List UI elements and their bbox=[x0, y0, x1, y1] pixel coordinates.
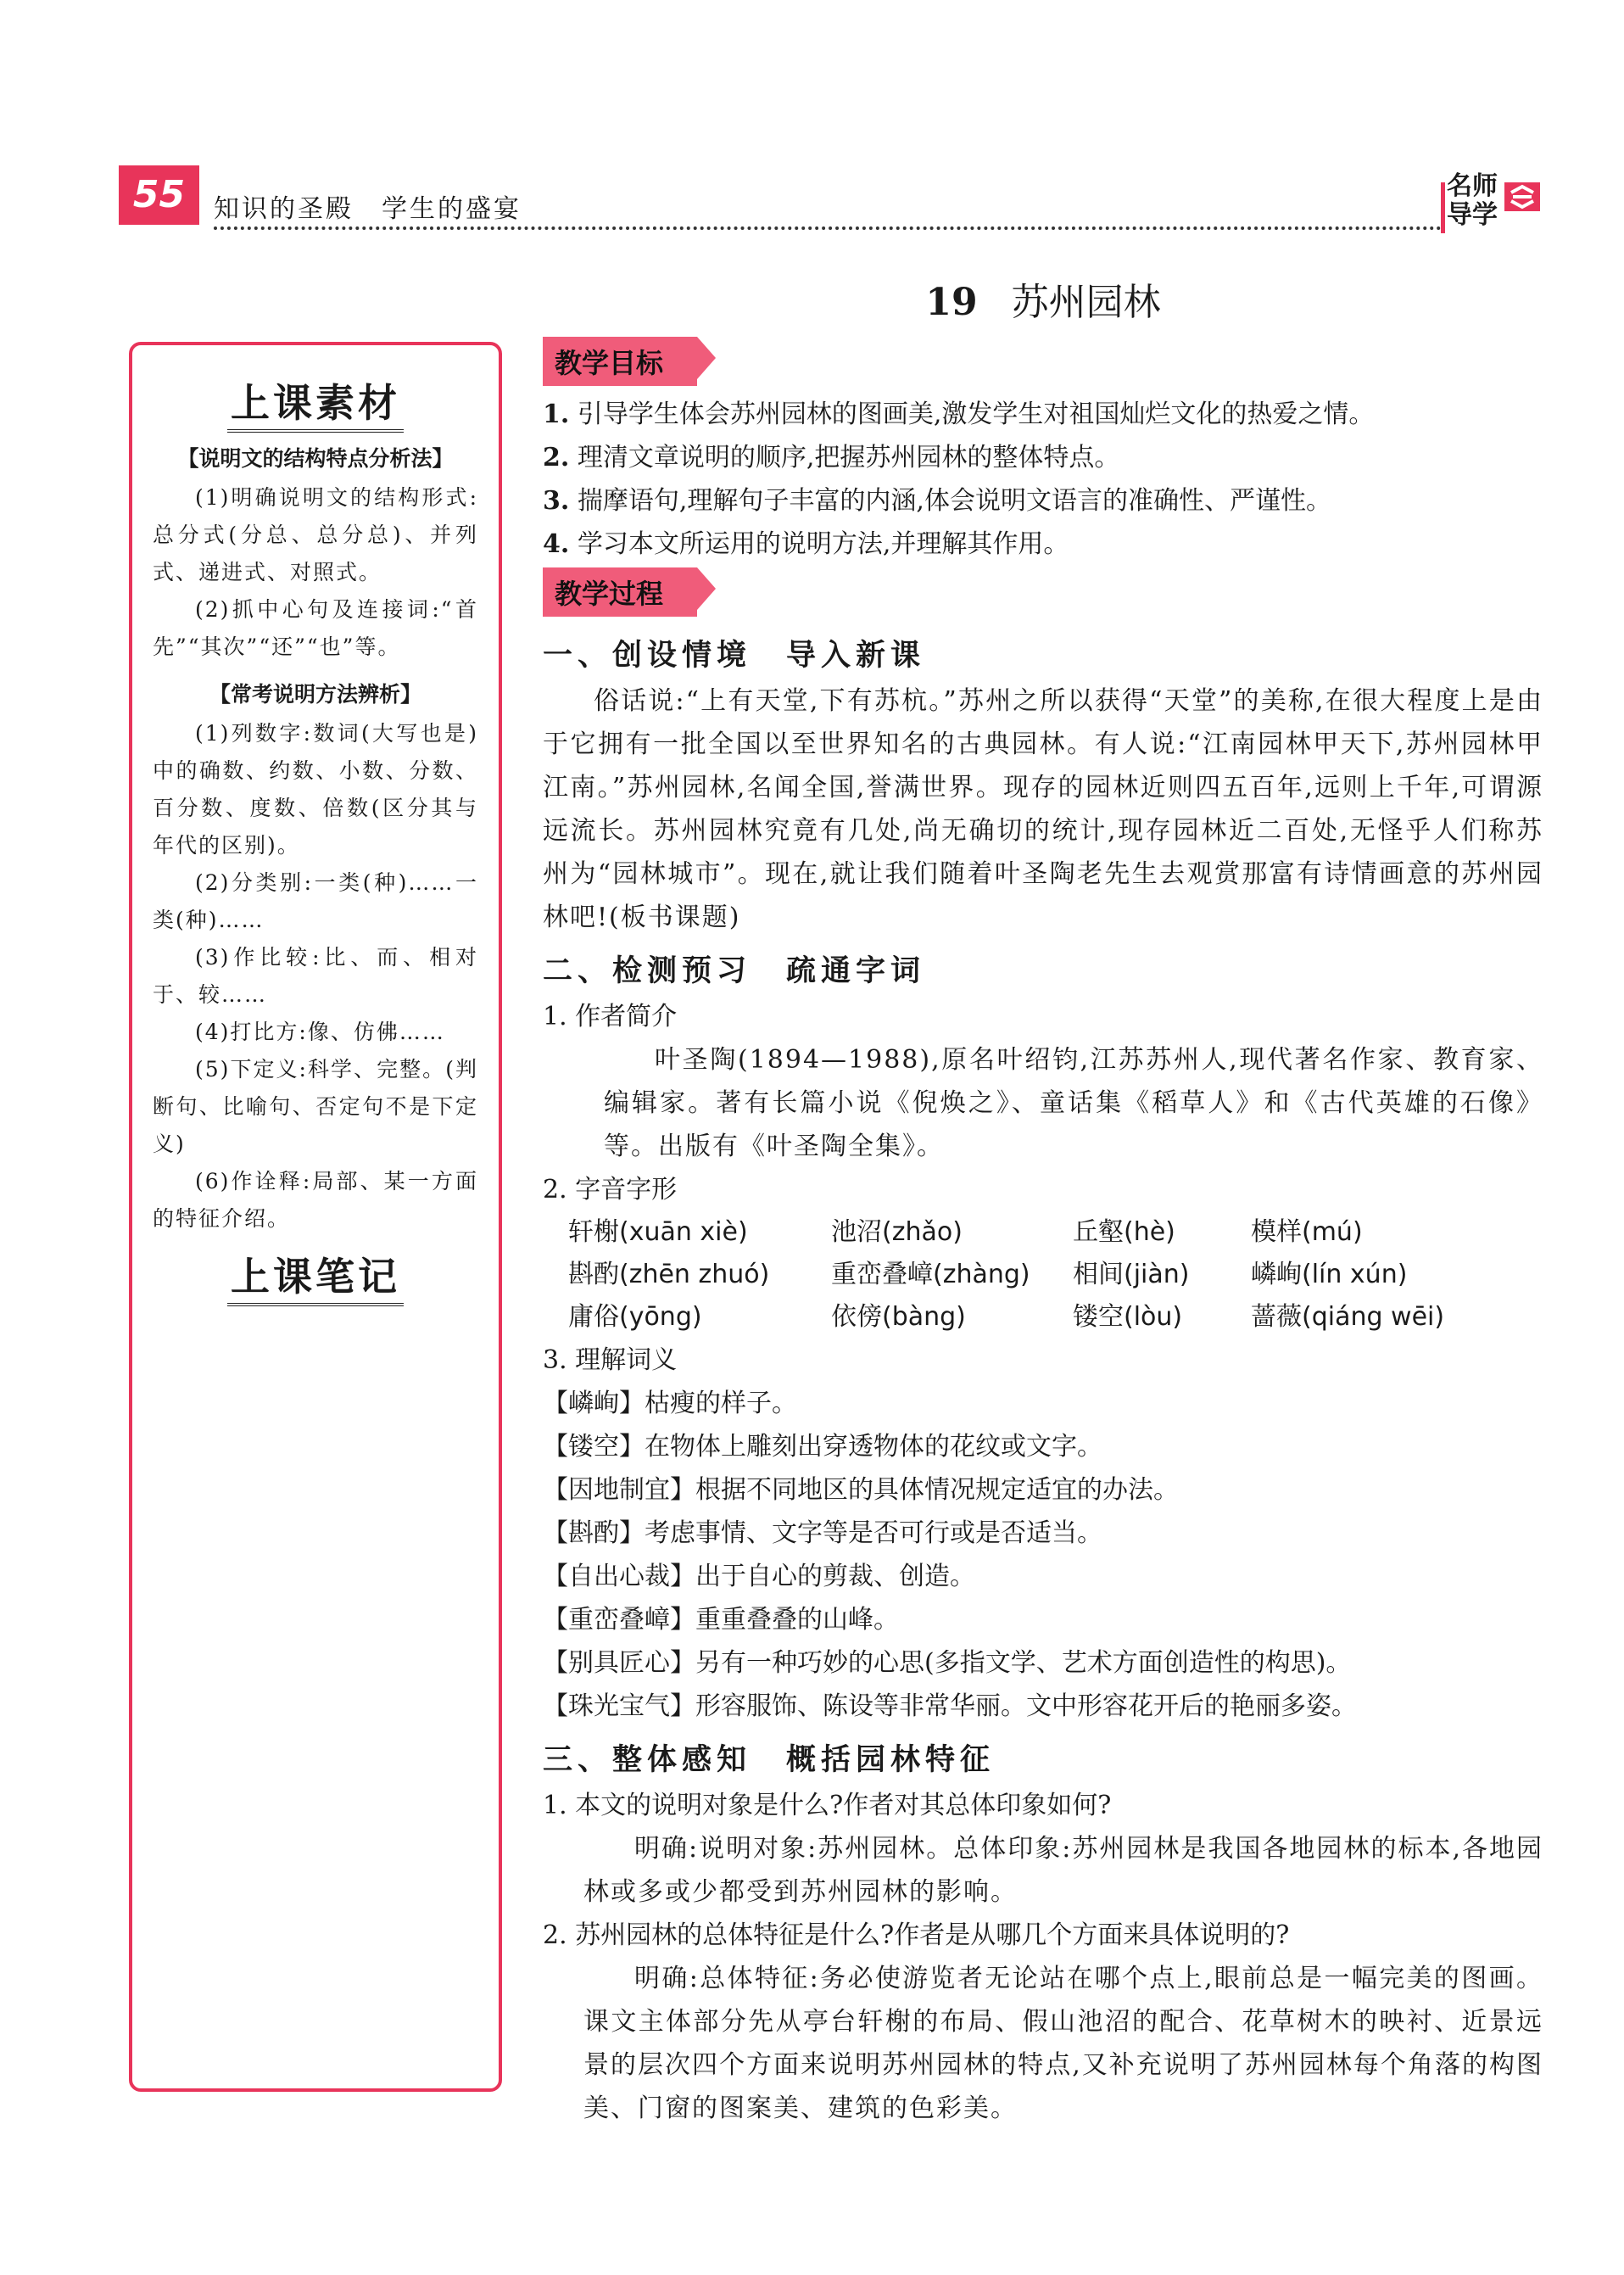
header-slogan: 知识的圣殿 学生的盛宴 bbox=[214, 194, 522, 224]
pron-item: 池沼(zhǎo) bbox=[831, 1217, 963, 1247]
vocab-definition: 【重峦叠嶂】重重叠叠的山峰。 bbox=[543, 1605, 899, 1635]
sidebar-text: (3)作比较:比、而、相对于、较…… bbox=[153, 945, 478, 1007]
goal-item: 3. 揣摩语句,理解句子丰富的内涵,体会说明文语言的准确性、严谨性。 bbox=[543, 486, 1331, 516]
teaching-goals-tag: 教学目标 bbox=[543, 337, 697, 386]
author-intro: 叶圣陶(1894—1988),原名叶绍钧,江苏苏州人,现代著名作家、教育家、编辑家。著有长篇小说《倪焕之》、童话集《稻草人》和《古代英雄的石像》等。出版有《叶圣陶全集》。 bbox=[604, 1045, 1543, 1161]
pron-item: 模样(mú) bbox=[1251, 1217, 1363, 1247]
pronunciation-label: 2. 字音字形 bbox=[543, 1175, 678, 1205]
lesson-name: 苏州园林 bbox=[1011, 281, 1161, 324]
sidebar-heading-materials: 上课素材 bbox=[153, 372, 478, 428]
sidebar-text: (2)分类别:一类(种)……一类(种)…… bbox=[153, 870, 478, 932]
lesson-number: 19 bbox=[925, 281, 978, 324]
sidebar-text: (1)明确说明文的结构形式:总分式(分总、总分总)、并列式、递进式、对照式。 bbox=[153, 485, 478, 584]
sidebar-heading-notes: 上课笔记 bbox=[153, 1246, 478, 1302]
goal-item: 1. 引导学生体会苏州园林的图画美,激发学生对祖国灿烂文化的热爱之情。 bbox=[543, 400, 1375, 429]
sidebar-text: (2)抓中心句及连接词:“首先”“其次”“还”“也”等。 bbox=[153, 597, 478, 659]
pron-item: 庸俗(yōng) bbox=[568, 1302, 702, 1332]
pron-item: 轩榭(xuān xiè) bbox=[568, 1217, 748, 1247]
sidebar-text: (5)下定义:科学、完整。(判断句、比喻句、否定句不是下定义) bbox=[153, 1057, 478, 1156]
intro-paragraph: 俗话说:“上有天堂,下有苏杭。”苏州之所以获得“天堂”的美称,在很大程度上是由于它拥有一批全国以至世界知名的古典园林。有人说:“江南园林甲天下,苏州园林甲江南。”苏州园林,名闻全国,誉满世界。现存的园林近则四五百年,远则上千年,可谓源远流长。苏州园林究竟有几处,尚无确切的统计,现存园林近二百处,无怪乎人们称苏州为“园林城市”。现在,就让我们随着叶圣陶老先生去观赏那富有诗情画意的苏州园林吧!(板书课题) bbox=[543, 686, 1543, 932]
answer: 明确:总体特征:务必使游览者无论站在哪个点上,眼前总是一幅完美的图画。课文主体部分先从亭台轩榭的布局、假山池沼的配合、花草树木的映衬、近景远景的层次四个方面来说明苏州园林的特点,又补充说明了苏州园林每个角落的构图美、门窗的图案美、建筑的色彩美。 bbox=[583, 1964, 1543, 2123]
question: 1. 本文的说明对象是什么?作者对其总体印象如何? bbox=[543, 1791, 1112, 1820]
sidebar-text: (1)列数字:数词(大写也是)中的确数、约数、小数、分数、百分数、度数、倍数(区分其与年代的区别)。 bbox=[153, 721, 478, 858]
pron-item: 相间(jiàn) bbox=[1073, 1260, 1190, 1289]
sidebar-panel bbox=[129, 342, 502, 2092]
sidebar-subheading: 【说明文的结构特点分析法】 bbox=[177, 446, 454, 471]
vocab-definition: 【珠光宝气】形容服饰、陈设等非常华丽。文中形容花开后的艳丽多姿。 bbox=[543, 1691, 1357, 1721]
pron-item: 斟酌(zhēn zhuó) bbox=[568, 1260, 770, 1289]
question: 2. 苏州园林的总体特征是什么?作者是从哪几个方面来具体说明的? bbox=[543, 1920, 1290, 1950]
vocab-definition: 【别具匠心】另有一种巧妙的心思(多指文学、艺术方面创造性的构思)。 bbox=[543, 1648, 1352, 1678]
sidebar-text: (6)作诠释:局部、某一方面的特征介绍。 bbox=[153, 1169, 478, 1231]
page-header bbox=[119, 165, 1543, 238]
pron-item: 依傍(bàng) bbox=[831, 1302, 966, 1332]
teaching-process-tag: 教学过程 bbox=[543, 567, 697, 617]
sidebar-text: (4)打比方:像、仿佛…… bbox=[195, 1020, 445, 1044]
page-number: 55 bbox=[119, 165, 199, 225]
section-title: 三、整体感知 概括园林特征 bbox=[543, 1743, 996, 1777]
header-divider bbox=[214, 226, 1442, 230]
section-title: 二、检测预习 疏通字词 bbox=[543, 954, 926, 988]
header-accent-bar bbox=[1441, 182, 1445, 233]
pronunciation-grid bbox=[543, 1211, 1543, 1339]
answer: 明确:说明对象:苏州园林。总体印象:苏州园林是我国各地园林的标本,各地园林或多或少都受到苏州园林的影响。 bbox=[583, 1834, 1543, 1907]
sidebar-subheading: 【常考说明方法辨析】 bbox=[209, 682, 421, 707]
pron-item: 重峦叠嶂(zhàng) bbox=[831, 1260, 1030, 1289]
author-label: 1. 作者简介 bbox=[543, 1002, 678, 1031]
pron-item: 丘壑(hè) bbox=[1073, 1217, 1175, 1247]
brand-name: 名师导学 bbox=[1447, 171, 1498, 230]
brand-logo-icon bbox=[1501, 176, 1543, 218]
pron-item: 嶙峋(lín xún) bbox=[1251, 1260, 1408, 1289]
lesson-title bbox=[543, 271, 1543, 326]
goal-item: 2. 理清文章说明的顺序,把握苏州园林的整体特点。 bbox=[543, 443, 1120, 472]
vocab-definition: 【斟酌】考虑事情、文字等是否可行或是否适当。 bbox=[543, 1518, 1102, 1548]
vocabulary-label: 3. 理解词义 bbox=[543, 1345, 678, 1375]
vocab-definition: 【自出心裁】出于自心的剪裁、创造。 bbox=[543, 1562, 975, 1591]
main-content bbox=[543, 335, 1543, 2130]
pron-item: 镂空(lòu) bbox=[1073, 1302, 1183, 1332]
pron-item: 蔷薇(qiáng wēi) bbox=[1251, 1302, 1445, 1332]
vocab-definition: 【镂空】在物体上雕刻出穿透物体的花纹或文字。 bbox=[543, 1432, 1102, 1462]
section-title: 一、创设情境 导入新课 bbox=[543, 639, 926, 673]
vocab-definition: 【因地制宜】根据不同地区的具体情况规定适宜的办法。 bbox=[543, 1475, 1179, 1505]
vocab-definition: 【嶙峋】枯瘦的样子。 bbox=[543, 1389, 797, 1418]
goal-item: 4. 学习本文所运用的说明方法,并理解其作用。 bbox=[543, 529, 1069, 559]
